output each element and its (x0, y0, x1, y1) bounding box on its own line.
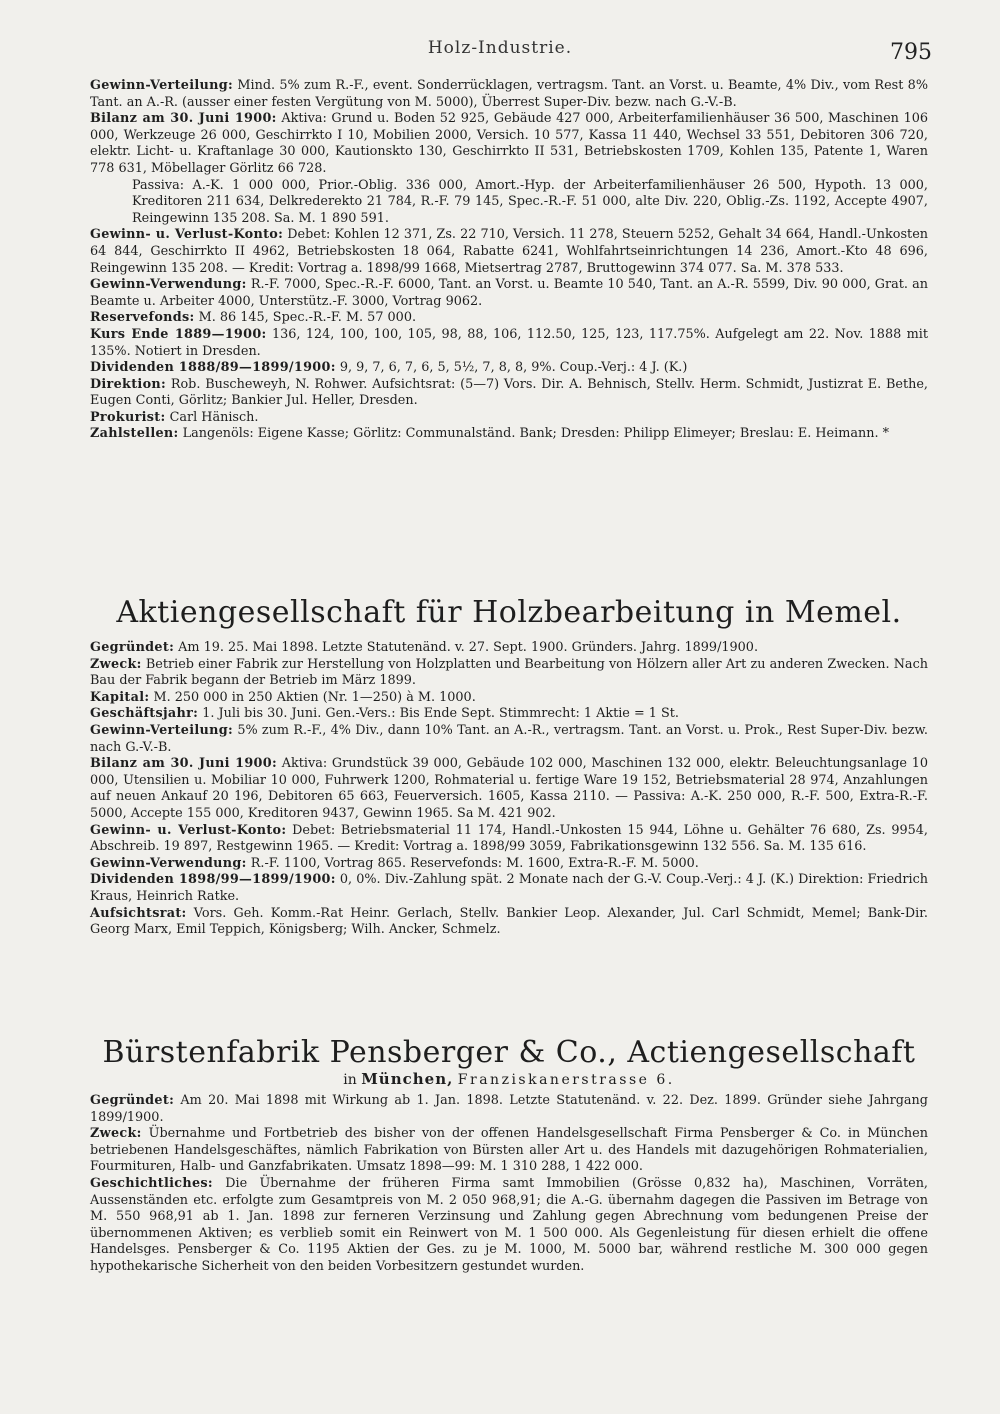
entry (90, 690, 928, 707)
entry-key: Gewinn-Verwendung: (90, 277, 247, 293)
entry (90, 856, 928, 873)
entry-key: Bilanz am 30. Juni 1900: (90, 756, 277, 772)
entry-text: 136, 124, 100, 100, 105, 98, 88, 106, 112.50, 125, 123, 117.75%. Aufgelegt am 22. Nov. 1888 mit 135%. Notiert in Dresden. (90, 326, 928, 359)
entry (90, 657, 928, 690)
entry-text: 5% zum R.-F., 4% Div., dann 10% Tant. an A.-R., vertragsm. Tant. an Vorst. u. Prok., Rest Super-Div. bezw. nach G.-V.-B. (90, 722, 928, 755)
entry-key: Gegründet: (90, 1093, 175, 1108)
entry-text: R.-F. 1100, Vortrag 865. Reservefonds: M. 1600, Extra-R.-F. M. 5000. (250, 855, 699, 871)
location-city: München, (361, 1070, 454, 1088)
entry-key: Gewinn-Verteilung: (90, 722, 234, 738)
location-prefix: in (343, 1072, 357, 1088)
entry (90, 426, 928, 443)
entry (90, 310, 928, 327)
entry-text: 0, 0%. Div.-Zahlung spät. 2 Monate nach der G.-V. Coup.-Verj.: 4 J. (K.) Direktion: Friedrich Kraus, Heinrich Ratke. (90, 872, 928, 904)
memel-entries (90, 640, 928, 939)
entry-key: Aufsichtsrat: (90, 905, 187, 921)
entry (90, 756, 928, 822)
entry-text: Vors. Geh. Komm.-Rat Heinr. Gerlach, Stellv. Bankier Leop. Alexander, Jul. Carl Schmidt, Memel; Bank-Dir. Georg Marx, Emil Teppich, Königsberg; Wilh. Ancker, Schmelz. (90, 905, 928, 938)
entry-key: Prokurist: (90, 409, 166, 425)
entry-text: Am 20. Mai 1898 mit Wirkung ab 1. Jan. 1898. Letzte Statutenänd. v. 22. Dez. 1899. Gründer siehe Jahrgang 1899/1900. (90, 1093, 928, 1125)
entry-text: Passiva: A.-K. 1 000 000, Prior.-Oblig. 336 000, Amort.-Hyp. der Arbeiterfamilienhäuser 26 500, Hypoth. 13 000, Kreditoren 211 634, Delkrederekto 21 784, R.-F. 79 145, Spec.-R.-F. 51 000, alte Div. 220, Oblig.-Zs. 1192, Accepte 4907, Reingewinn 135 208. Sa. M. 1 890 591. (132, 177, 928, 226)
entry (90, 906, 928, 939)
entry (90, 1126, 928, 1176)
company-title-pensberger: Bürstenfabrik Pensberger & Co., Actiengesellschaft (102, 1035, 916, 1070)
entry-key: Bilanz am 30. Juni 1900: (90, 111, 277, 127)
entry-text: Mind. 5% zum R.-F., event. Sonderrücklagen, vertragsm. Tant. an Vorst. u. Beamte, 4% Div., vom Rest 8% Tant. an A.-R. (ausser einer festen Vergütung von M. 5000), Überrest Super-Div. bezw. nach G.-V.-B. (90, 78, 928, 110)
running-title: Holz-Industrie. (427, 38, 573, 58)
entry (90, 360, 928, 377)
entry (90, 111, 928, 177)
entry-text: Aktiva: Grundstück 39 000, Gebäude 102 000, Maschinen 132 000, elektr. Beleuchtungsanlage 10 000, Utensilien u. Mobiliar 10 000, Fuhrwerk 1200, Rohmaterial u. fertige Ware 19 152, Betriebsmaterial 28 974, Anzahlungen auf neuen Ankauf 20 196, Debitoren 65 663, Feuerversich. 1605, Kassa 2110. — Passiva: A.-K. 250 000, R.-F. 500, Extra-R.-F. 5000, Accepte 155 000, Kreditoren 9437, Gewinn 1965. Sa M. 421 902. (90, 756, 928, 821)
entry (90, 410, 928, 427)
entry-key: Dividenden 1888/89—1899/1900: (90, 360, 336, 376)
entry-text: Am 19. 25. Mai 1898. Letzte Statutenänd. v. 27. Sept. 1900. Gründers. Jahrg. 1899/1900. (178, 640, 759, 655)
entry (90, 823, 928, 856)
entry-key: Gewinn- u. Verlust-Konto: (90, 822, 287, 838)
entry-key: Zweck: (90, 656, 142, 672)
entry-text: Die Übernahme der früheren Firma samt Immobilien (Grösse 0,832 ha), Maschinen, Vorräten, Aussenständen etc. erfolgte zum Gesamtpreis von M. 2 050 968,91; die A.-G. übernahm dagegen die Passiven im Betrage von M. 550 968,91 ab 1. Jan. 1898 zur ferneren Verzinsung und Zahlung gegen Abrechnung vom bedungenen Preise der übernommenen Aktiven; es verblieb somit ein Reinwert von M. 1 500 000. Als Gegenleistung für diesen erhielt die offene Handelsges. Pensberger & Co. 1195 Aktien der Ges. zu je M. 1000, M. 5000 bar, während restliche M. 300 000 gegen hypothekarische Sicherheit von den beiden Vorbesitzern gestundet wurden. (90, 1175, 929, 1274)
entry (90, 1176, 928, 1276)
entry-key: Dividenden 1898/99—1899/1900: (90, 872, 336, 888)
entry (90, 78, 928, 111)
entry-key: Reservefonds: (90, 310, 195, 326)
entry (90, 277, 928, 310)
entry-key: Kurs Ende 1889—1900: (90, 326, 267, 342)
entry (90, 723, 928, 756)
entry-key: Gewinn-Verteilung: (90, 78, 234, 93)
entry-text: Übernahme und Fortbetrieb des bisher von der offenen Handelsgesellschaft Firma Pensberger & Co. in München betriebenen Handelsgeschäftes, nämlich Fabrikation von Bürsten aller Art u. des Handels mit dazugehörigen Rohmaterialien, Fourmituren, Halb- und Ganzfabrikaten. Umsatz 1898—99: M. 1 310 288, 1 422 000. (90, 1126, 928, 1175)
entry (90, 640, 928, 657)
entry-text: R.-F. 7000, Spec.-R.-F. 6000, Tant. an Vorst. u. Beamte 10 540, Tant. an A.-R. 5599, Div. 90 000, Grat. an Beamte u. Arbeiter 4000, Unterstütz.-F. 3000, Vortrag 9062. (90, 277, 929, 309)
company-location (90, 1070, 928, 1089)
entry-text: 9, 9, 7, 6, 7, 6, 5, 5½, 7, 8, 8, 9%. Coup.-Verj.: 4 J. (K.) (339, 360, 688, 376)
entry-text: Debet: Kohlen 12 371, Zs. 22 710, Versich. 11 278, Steuern 5252, Gehalt 34 664, Handl.-Unkosten 64 844, Geschirrkto II 4962, Betriebskosten 18 064, Rabatte 6241, Wohlfahrtseinrichtungen 14 236, Amort.-Kto 48 696, Reingewinn 135 208. — Kredit: Vortrag a. 1898/99 1668, Mietsertrag 2787, Bruttogewinn 374 077. Sa. M. 378 533. (90, 227, 929, 276)
entry-text: 1. Juli bis 30. Juni. Gen.-Vers.: Bis Ende Sept. Stimmrecht: 1 Aktie = 1 St. (202, 706, 679, 722)
entry (90, 377, 928, 410)
entry-key: Geschichtliches: (90, 1175, 213, 1191)
entry-text: Betrieb einer Fabrik zur Herstellung von Holzplatten und Bearbeitung von Hölzern aller Art zu anderen Zwecken. Nach Bau der Fabrik begann der Betrieb im März 1899. (90, 656, 928, 689)
entry-key: Geschäftsjahr: (90, 706, 199, 722)
entry-text: Langenöls: Eigene Kasse; Görlitz: Communalständ. Bank; Dresden: Philipp Elimeyer; Breslau: E. Heimann. * (182, 426, 890, 442)
page-header (0, 38, 1000, 68)
section-holz-continued (90, 78, 928, 443)
entry-key: Gegründet: (90, 640, 175, 655)
entry-key: Kapital: (90, 689, 150, 705)
entry-text: M. 86 145, Spec.-R.-F. M. 57 000. (198, 310, 417, 326)
entry-text: Rob. Buscheweyh, N. Rohwer. Aufsichtsrat: (5—7) Vors. Dir. A. Behnisch, Stellv. Herm. Schmidt, Justizrat E. Bethe, Eugen Conti, Görlitz; Bankier Jul. Heller, Dresden. (90, 376, 928, 409)
entry-text: Carl Hänisch. (169, 409, 259, 425)
location-street: Franziskanerstrasse 6. (457, 1072, 675, 1088)
entry-key: Gewinn- u. Verlust-Konto: (90, 227, 284, 243)
pensberger-entries (90, 1093, 928, 1276)
entry (90, 227, 928, 277)
entry-text: Debet: Betriebsmaterial 11 174, Handl.-Unkosten 15 944, Löhne u. Gehälter 76 680, Zs. 9954, Abschreib. 19 897, Restgewinn 1965. — Kredit: Vortrag a. 1898/99 3059, Fabrikationsgewinn 132 556. Sa. M. 135 616. (90, 822, 928, 855)
entry-key: Gewinn-Verwendung: (90, 855, 247, 871)
company-title-memel: Aktiengesellschaft für Holzbearbeitung in Memel. (116, 595, 902, 630)
entry (90, 872, 928, 905)
entry (90, 706, 928, 723)
page-number: 795 (890, 40, 932, 65)
entry-key: Direktion: (90, 376, 167, 392)
entry-text: M. 250 000 in 250 Aktien (Nr. 1—250) à M. 1000. (153, 689, 476, 705)
section-pensberger (90, 1036, 928, 1276)
entry (90, 178, 928, 228)
entry (90, 327, 928, 360)
section-memel (90, 596, 928, 939)
entry-key: Zahlstellen: (90, 426, 179, 442)
entry (90, 1093, 928, 1126)
entry-text: Aktiva: Grund u. Boden 52 925, Gebäude 427 000, Arbeiterfamilienhäuser 36 500, Maschinen 106 000, Werkzeuge 26 000, Geschirrkto I 10, Mobilien 2000, Versich. 10 577, Kassa 11 440, Wechsel 33 551, Debitoren 306 720, elektr. Licht- u. Kraftanlage 30 000, Kautionskto 130, Geschirrkto II 531, Betriebskosten 1709, Kohlen 135, Patente 1, Waren 778 631, Möbellager Görlitz 66 728. (90, 111, 928, 176)
entry-key: Zweck: (90, 1126, 142, 1142)
